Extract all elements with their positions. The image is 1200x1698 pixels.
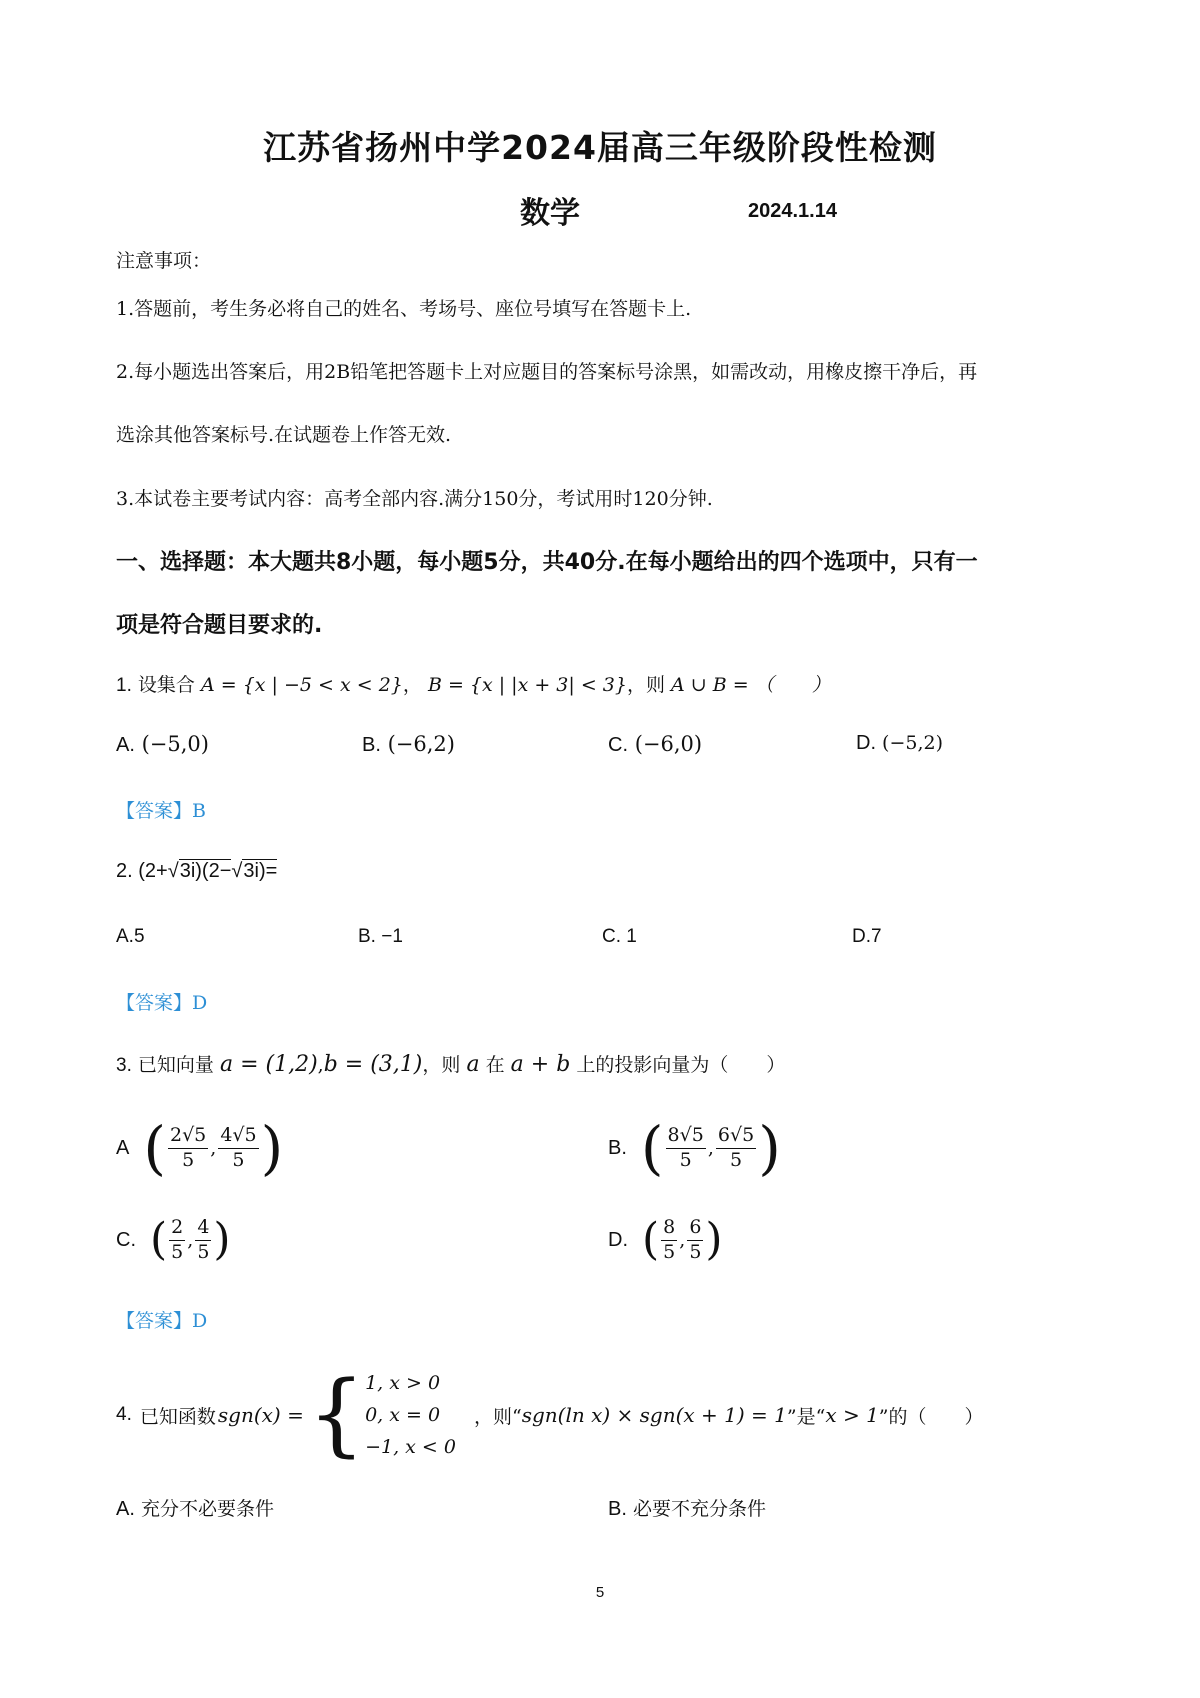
- option-label: C.: [602, 926, 621, 947]
- q4-case-3: −1, x < 0: [365, 1436, 456, 1458]
- q2-expr-a: (2+: [138, 860, 168, 882]
- question-4: [116, 1360, 984, 1470]
- section-heading-line2: 项是符合题目要求的.: [116, 613, 323, 638]
- option-label: B.: [608, 1498, 627, 1520]
- q3-option-a[interactable]: A ( $\frac{2√5}{5}$ , $\frac{4√5}{5}$ ): [116, 1114, 284, 1182]
- fraction-numerator: 4: [195, 1218, 211, 1241]
- q4-option-b[interactable]: [608, 1494, 766, 1521]
- q4-case-2: 0, x = 0: [365, 1404, 441, 1426]
- subject-heading: 数学: [520, 196, 580, 231]
- q3-answer: 【答案】D: [116, 1310, 208, 1332]
- option-value: 必要不充分条件: [632, 1498, 766, 1520]
- option-label: D.: [608, 1228, 628, 1251]
- sqrt-icon: √: [167, 860, 179, 882]
- option-label: B.: [362, 734, 381, 756]
- q3-zai: 在: [485, 1054, 505, 1076]
- q4-function: sgn(x) =: [217, 1403, 304, 1427]
- q3-sum: a + b: [510, 1052, 571, 1077]
- q1-sep: ，: [402, 674, 422, 696]
- right-paren-icon: ): [213, 1214, 231, 1265]
- q3-option-b[interactable]: B. ( $\frac{8√5}{5}$ , $\frac{6√5}{5}$ ): [608, 1114, 781, 1182]
- left-brace-icon: {: [307, 1362, 366, 1467]
- option-label: C.: [608, 734, 628, 756]
- q3-number: 3.: [116, 1055, 132, 1076]
- option-label: B.: [358, 926, 376, 947]
- fraction-numerator: 6√5: [716, 1126, 756, 1149]
- q4-cases: [365, 1372, 456, 1458]
- q2-answer: 【答案】D: [116, 992, 208, 1014]
- option-label: B.: [608, 1136, 627, 1159]
- fraction-numerator: 2: [169, 1218, 185, 1241]
- section-heading-line1: 一、选择题：本大题共8小题，每小题5分，共40分.在每小题给出的四个选项中，只有一: [116, 550, 978, 575]
- fraction-denominator: 5: [171, 1240, 184, 1263]
- q3-mid: ，则: [422, 1054, 461, 1076]
- q2-number: 2.: [116, 860, 133, 882]
- q1-lead: 设集合: [137, 674, 195, 696]
- right-paren-icon: ): [705, 1214, 723, 1265]
- option-value: 1: [626, 926, 637, 947]
- fraction-denominator: 5: [232, 1148, 245, 1171]
- option-label: A.: [116, 926, 134, 947]
- q4-condition: sgn(ln x) × sgn(x + 1) = 1: [521, 1403, 787, 1427]
- q2-expr-b: 3i)(2−: [179, 860, 232, 882]
- q3-option-c[interactable]: C. ( $\frac{2}{5}$ , $\frac{4}{5}$ ): [116, 1214, 231, 1265]
- option-value: 充分不必要条件: [140, 1498, 274, 1520]
- left-paren-icon: (: [640, 1114, 664, 1182]
- fraction-denominator: 5: [663, 1240, 676, 1263]
- question-2: [116, 860, 277, 883]
- option-value: 5: [133, 926, 145, 947]
- notice-item-2a: 2.每小题选出答案后，用2B铅笔把答题卡上对应题目的答案标号涂黑，如需改动，用橡皮擦干净后，再: [116, 361, 978, 383]
- option-value: −1: [381, 926, 403, 947]
- q2-option-d[interactable]: [852, 926, 882, 948]
- left-paren-icon: (: [150, 1214, 168, 1265]
- question-3: 3. 已知向量 a = (1,2),b = (3,1)，则 a 在 a + b 上的投影向量为（ ）: [116, 1052, 786, 1077]
- option-label: A: [116, 1136, 130, 1159]
- q1-option-a[interactable]: [116, 732, 209, 757]
- fraction-denominator: 5: [182, 1148, 195, 1171]
- fraction-numerator: 2√5: [168, 1126, 208, 1149]
- fraction-numerator: 8: [661, 1218, 677, 1241]
- q1-expr: A ∪ B = （ ）: [671, 674, 831, 696]
- q1-number: 1.: [116, 675, 132, 696]
- notice-item-3: 3.本试卷主要考试内容：高考全部内容.满分150分，考试用时120分钟.: [116, 488, 713, 510]
- q4-number: 4.: [116, 1404, 132, 1425]
- q4-case-1: 1, x > 0: [365, 1372, 441, 1394]
- q3-vector-b: b = (3,1): [323, 1052, 423, 1077]
- left-paren-icon: (: [642, 1214, 660, 1265]
- option-label: A.: [116, 734, 135, 756]
- q3-vector-a: a = (1,2): [219, 1052, 318, 1077]
- q2-option-a[interactable]: [116, 926, 145, 948]
- left-paren-icon: (: [143, 1114, 166, 1182]
- q1-set-a: A = {x | −5 < x < 2}: [200, 674, 403, 696]
- q3-tail: 上的投影向量为（ ）: [576, 1054, 786, 1076]
- q3-lead: 已知向量: [137, 1054, 214, 1076]
- q2-expr-c: 3i)=: [243, 860, 278, 882]
- option-value: (−6,0): [634, 732, 703, 756]
- q1-option-c[interactable]: [608, 732, 702, 757]
- sqrt-icon: √: [231, 860, 243, 882]
- right-paren-icon: ): [260, 1114, 284, 1182]
- option-value: (−5,2): [882, 732, 944, 754]
- option-value: (−5,0): [141, 732, 209, 756]
- q4-mid: ，则“: [473, 1405, 522, 1428]
- q1-option-b[interactable]: [362, 732, 455, 757]
- q3-a: a: [466, 1052, 480, 1077]
- q3-option-d[interactable]: D. ( $\frac{8}{5}$ , $\frac{6}{5}$ ): [608, 1214, 723, 1265]
- q4-tail: ”的（ ）: [878, 1405, 984, 1428]
- fraction-denominator: 5: [679, 1148, 692, 1171]
- q2-option-b[interactable]: [358, 926, 403, 948]
- right-paren-icon: ): [758, 1114, 781, 1182]
- q1-tail: ，则: [626, 674, 665, 696]
- option-value: 7: [871, 926, 882, 947]
- option-value: (−6,2): [387, 732, 455, 756]
- fraction-denominator: 5: [729, 1148, 743, 1171]
- option-label: D.: [856, 732, 876, 754]
- page-number: 5: [595, 1584, 605, 1601]
- q4-condition-2: x > 1: [825, 1403, 879, 1427]
- q1-set-b: B = {x | |x + 3| < 3}: [427, 674, 627, 696]
- q4-option-a[interactable]: [116, 1494, 274, 1521]
- option-label: A.: [116, 1498, 135, 1520]
- fraction-numerator: 8√5: [666, 1126, 706, 1149]
- notice-heading: 注意事项：: [116, 250, 212, 272]
- q1-option-d[interactable]: [856, 732, 943, 755]
- q2-option-c[interactable]: [602, 926, 637, 948]
- option-label: C.: [116, 1228, 136, 1251]
- fraction-denominator: 5: [197, 1240, 210, 1263]
- q4-shi: ”是“: [786, 1405, 826, 1428]
- fraction-numerator: 4√5: [218, 1126, 258, 1149]
- question-1: [116, 670, 831, 697]
- notice-item-2b: 选涂其他答案标号.在试题卷上作答无效.: [116, 424, 452, 446]
- q1-answer: 【答案】B: [116, 800, 206, 822]
- fraction-numerator: 6: [687, 1218, 703, 1241]
- option-label: D.: [852, 926, 871, 947]
- page-title: 江苏省扬州中学2024届高三年级阶段性检测: [263, 128, 937, 167]
- fraction-denominator: 5: [689, 1240, 702, 1263]
- notice-item-1: 1.答题前，考生务必将自己的姓名、考场号、座位号填写在答题卡上.: [116, 298, 692, 320]
- exam-date: 2024.1.14: [748, 200, 837, 222]
- q4-lead: 已知函数: [139, 1405, 216, 1428]
